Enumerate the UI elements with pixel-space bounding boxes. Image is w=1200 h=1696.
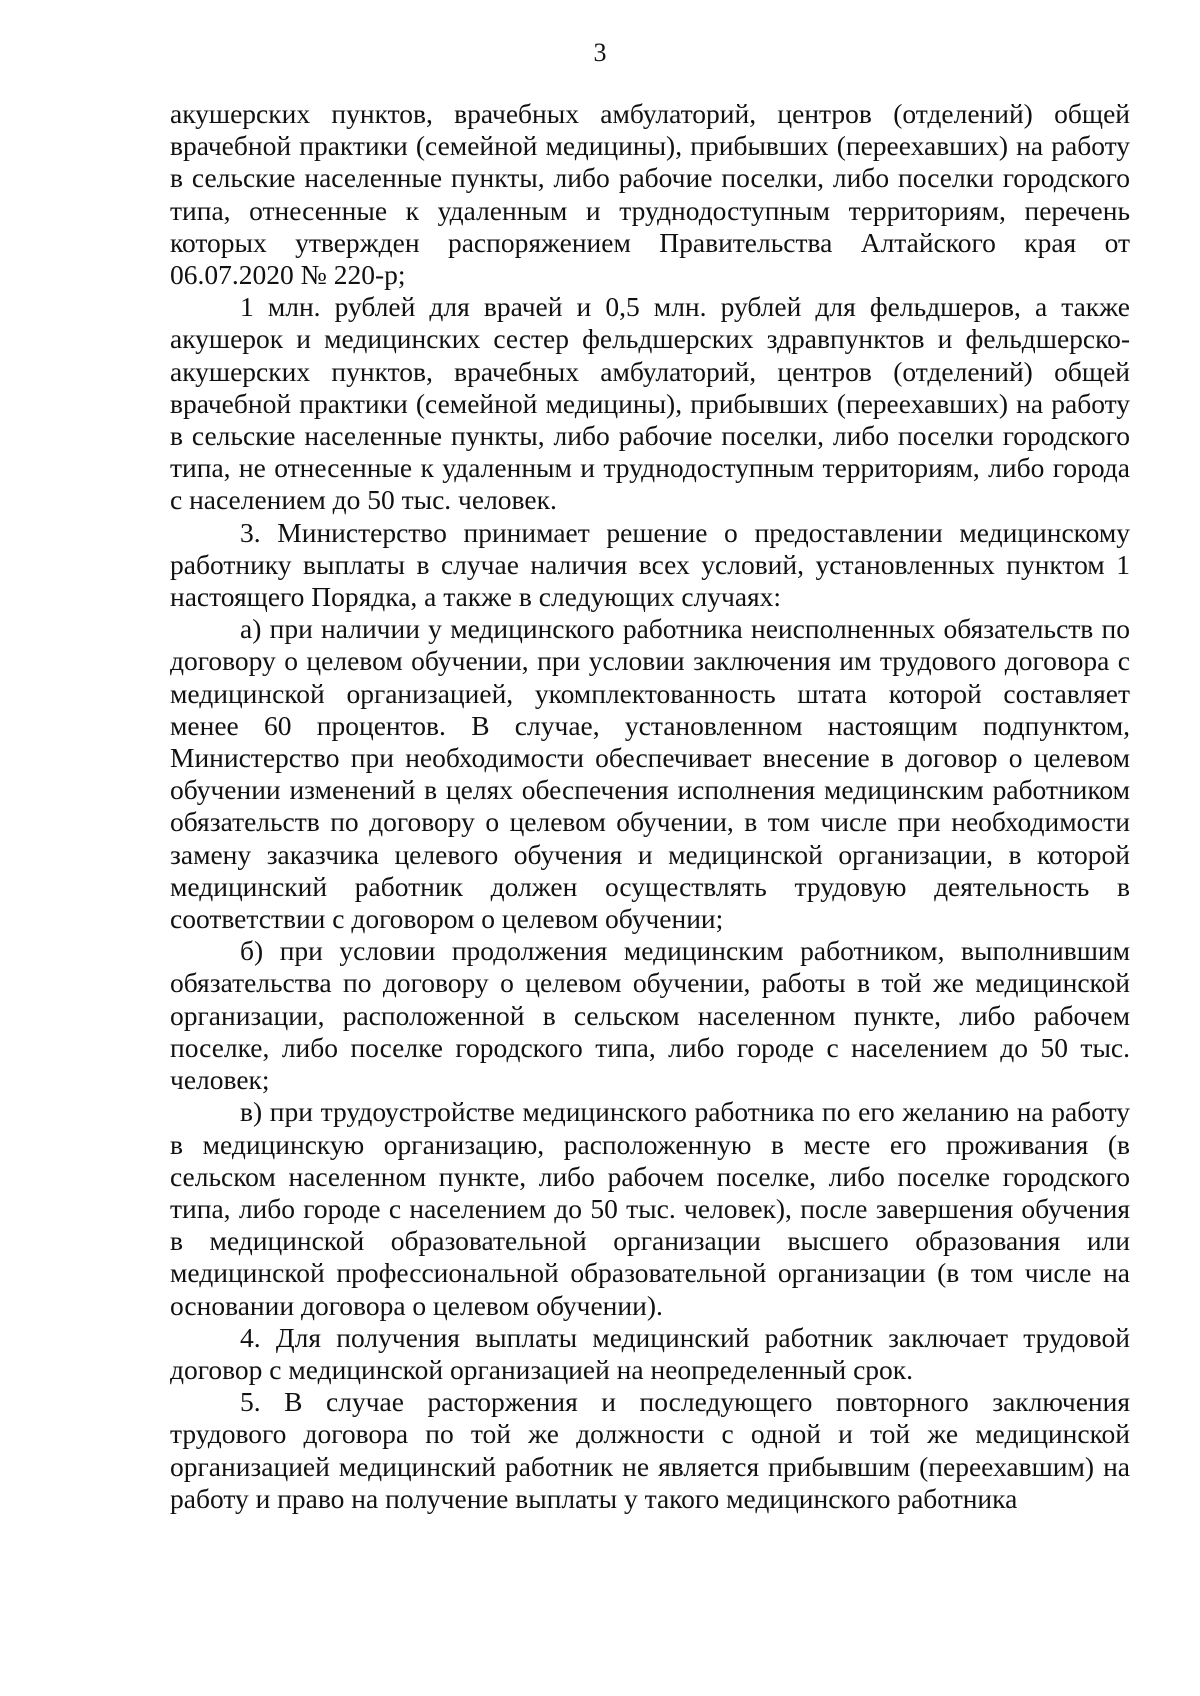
paragraph-item-4: 4. Для получения выплаты медицинский работник заключает трудовой договор с медицинской организацией на неопределенный срок. [170, 1321, 1130, 1385]
paragraph-item-3: 3. Министерство принимает решение о предоставлении медицинскому работнику выплаты в случае наличия всех условий, установленных пунктом 1 настоящего Порядка, а также в следующих случаях: [170, 516, 1130, 613]
document-body [170, 98, 1130, 1515]
paragraph-payment-amounts: 1 млн. рублей для врачей и 0,5 млн. рублей для фельдшеров, а также акушерок и медицинских сестер фельдшерских здравпунктов и фельдшерско-акушерских пунктов, врачебных амбулаторий, центров (отделений) общей врачебной практики (семейной медицины), прибывших (переехавших) на работу в сельские населенные пункты, либо рабочие поселки, либо поселки городского типа, не отнесенные к удаленным и труднодоступным территориям, либо города с населением до 50 тыс. человек. [170, 291, 1130, 516]
paragraph-subitem-b: б) при условии продолжения медицинским работником, выполнившим обязательства по договору о целевом обучении, работы в той же медицинской организации, расположенной в сельском населенном пункте, либо рабочем поселке, либо поселке городского типа, либо городе с населением до 50 тыс. человек; [170, 935, 1130, 1096]
page-number: 3 [593, 38, 607, 67]
paragraph-subitem-v: в) при трудоустройстве медицинского работника по его желанию на работу в медицинскую организацию, расположенную в месте его проживания (в сельском населенном пункте, либо рабочем поселке, либо поселке городского типа, либо городе с населением до 50 тыс. человек), после завершения обучения в медицинской образовательной организации высшего образования или медицинской профессиональной образовательной организации (в том числе на основании договора о целевом обучении). [170, 1096, 1130, 1321]
paragraph-item-5: 5. В случае расторжения и последующего повторного заключения трудового договора по той же должности с одной и той же медицинской организацией медицинский работник не является прибывшим (переехавшим) на работу и право на получение выплаты у такого медицинского работника [170, 1386, 1130, 1514]
paragraph-subitem-a: а) при наличии у медицинского работника неисполненных обязательств по договору о целевом обучении, при условии заключения им трудового договора с медицинской организацией, укомплектованность штата которой составляет менее 60 процентов. В случае, установленном настоящим подпунктом, Министерство при необходимости обеспечивает внесение в договор о целевом обучении изменений в целях обеспечения исполнения медицинским работником обязательств по договору о целевом обучении, в том числе при необходимости замену заказчика целевого обучения и медицинской организации, в которой медицинский работник должен осуществлять трудовую деятельность в соответствии с договором о целевом обучении; [170, 613, 1130, 935]
paragraph-continuation: акушерских пунктов, врачебных амбулаторий, центров (отделений) общей врачебной практики (семейной медицины), прибывших (переехавших) на работу в сельские населенные пункты, либо рабочие поселки, либо поселки городского типа, отнесенные к удаленным и труднодоступным территориям, перечень которых утвержден распоряжением Правительства Алтайского края от 06.07.2020 № 220-р; [170, 98, 1130, 291]
